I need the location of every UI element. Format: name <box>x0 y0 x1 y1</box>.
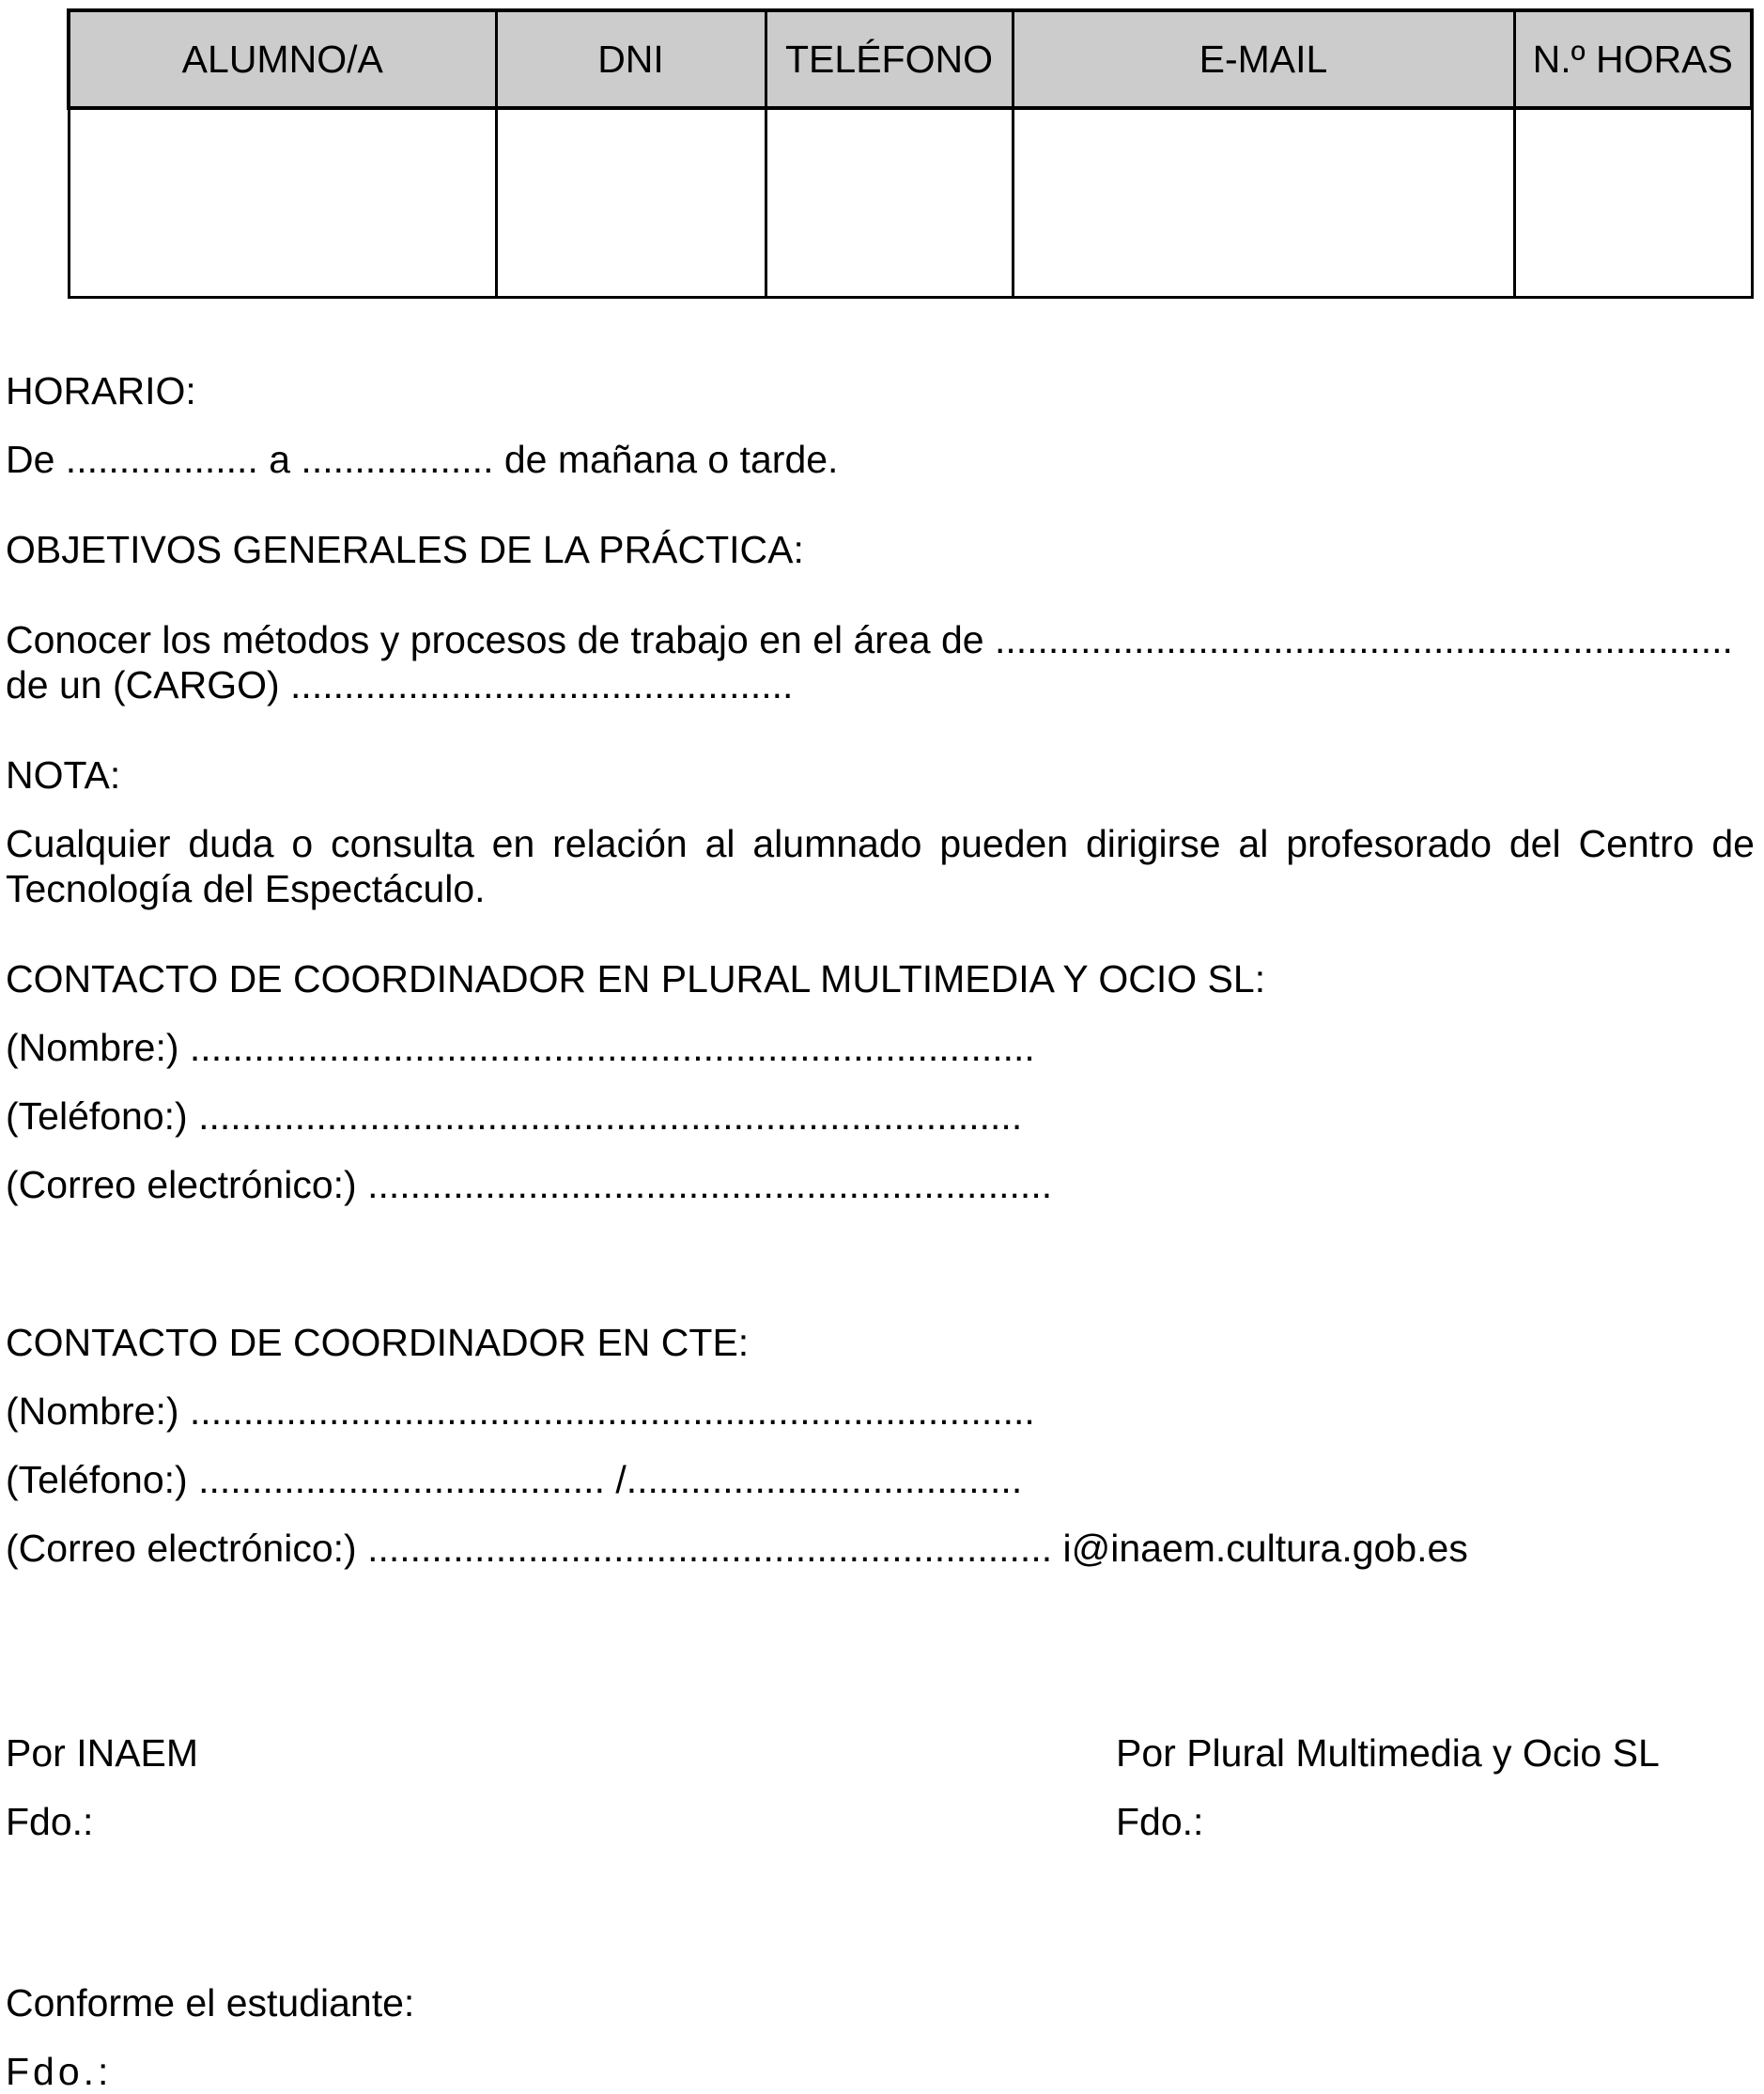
contacto-plural-heading: CONTACTO DE COORDINADOR EN PLURAL MULTIMEDIA Y OCIO SL: <box>6 957 1266 1000</box>
header-dni: DNI <box>496 10 766 108</box>
firma-plural-fdo: Fdo.: <box>1116 1800 1204 1843</box>
cell-alumno <box>69 108 496 298</box>
header-alumno: ALUMNO/A <box>69 10 496 108</box>
firma-inaem-title: Por INAEM <box>6 1731 199 1775</box>
cell-horas <box>1514 108 1752 298</box>
firma-plural-title: Por Plural Multimedia y Ocio SL <box>1116 1731 1660 1775</box>
contacto-cte-nombre: (Nombre:) ............................................................................... <box>6 1389 1035 1433</box>
contacto-cte-correo: (Correo electrónico:) ................................................................ i@inaem.cultura.gob.es <box>6 1527 1468 1570</box>
contacto-plural-nombre: (Nombre:) ............................................................................... <box>6 1026 1035 1069</box>
firma-inaem-fdo: Fdo.: <box>6 1800 94 1843</box>
header-telefono: TELÉFONO <box>766 10 1013 108</box>
cell-dni <box>496 108 766 298</box>
estudiante-fdo: Fdo.: <box>6 2050 113 2093</box>
objetivos-heading: OBJETIVOS GENERALES DE LA PRÁCTICA: <box>6 528 804 571</box>
contacto-cte-heading: CONTACTO DE COORDINADOR EN CTE: <box>6 1321 750 1364</box>
objetivos-line-1: Conocer los métodos y procesos de trabajo en el área de ..................................................................... <box>6 618 1733 661</box>
students-table <box>67 8 1754 299</box>
horario-line: De .................. a .................. de mañana o tarde. <box>6 438 839 481</box>
horario-heading: HORARIO: <box>6 369 196 412</box>
estudiante-title: Conforme el estudiante: <box>6 1981 415 2024</box>
contacto-cte-telefono: (Teléfono:) ...................................... /..................................... <box>6 1458 1023 1501</box>
header-horas: N.º HORAS <box>1514 10 1752 108</box>
header-email: E-MAIL <box>1013 10 1514 108</box>
nota-heading: NOTA: <box>6 753 121 797</box>
cell-email <box>1013 108 1514 298</box>
nota-text-line-2: Tecnología del Espectáculo. <box>6 867 486 910</box>
table-header-row <box>69 10 1752 108</box>
contacto-plural-correo: (Correo electrónico:) ................................................................ <box>6 1163 1053 1206</box>
contacto-plural-telefono: (Teléfono:) ............................................................................. <box>6 1094 1023 1138</box>
table-row <box>69 108 1752 298</box>
objetivos-line-2: de un (CARGO) ............................................... <box>6 663 794 706</box>
nota-text-line-1: Cualquier duda o consulta en relación al alumnado pueden dirigirse al profesorado del Centro de <box>6 822 1755 865</box>
cell-telefono <box>766 108 1013 298</box>
nota-text <box>6 821 1755 911</box>
